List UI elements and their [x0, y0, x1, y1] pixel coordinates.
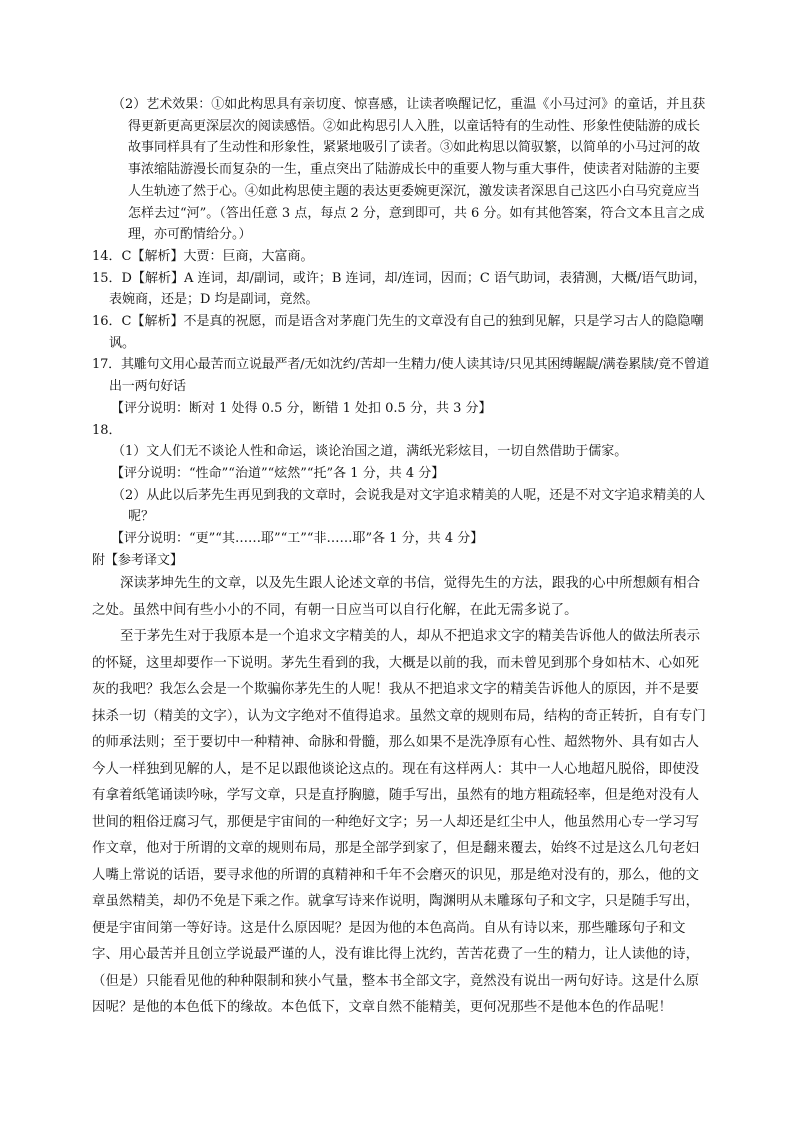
q16-answer: 16．C【解析】不是真的祝愿，而是语含对茅鹿门先生的文章没有自己的独到见解，只是学习古人的隐隐嘲讽。: [92, 314, 704, 351]
q18-item2: （2）从此以后茅先生再见到我的文章时，会说我是对文字追求精美的人呢，还是不对文字追求精美的人呢？: [112, 487, 706, 525]
q14-answer: 14．C【解析】大贾：巨商，大富商。: [92, 248, 314, 264]
q18-score-note-1: 【评分说明：“性命”“治道”“炫然”“托”各 1 分，共 4 分】: [111, 465, 445, 481]
reference-translation: [92, 571, 712, 1022]
q18-number: 18．: [92, 422, 122, 438]
appendix-heading: 附【参考译文】: [92, 552, 184, 568]
translation-paragraph: 深读茅坤先生的文章，以及先生跟人论述文章的书信，觉得先生的方法，跟我的心中所想颇有相合之处。虽然中间有些小小的不同，有朝一日应当可以自行化解，在此无需多说了。: [92, 576, 701, 618]
q18-item1: （1）文人们无不谈论人性和命运，谈论治国之道，满纸光彩炫目，一切自然借助于儒家。: [112, 444, 628, 460]
q15-answer: 15．D【解析】A 连词，却/副词，或许；B 连词，却/连词，因而；C 语气助词，表猜测，大概/语气助词，表婉商，还是；D 均是副词，竟然。: [92, 270, 707, 308]
translation-paragraph: 至于茅先生对于我原本是一个追求文字精美的人，却从不把追求文字的精美告诉他人的做法所表示的怀疑，这里却要作一下说明。茅先生看到的我，大概是以前的我，而未曾见到那个身如枯木、心如死灰的我吧？我怎么会是一个欺骗你茅先生的人呢！我从不把追求文字的精美告诉他人的原因，并不是要抹杀一切（精美的文字），认为文字绝对不值得追求。虽然文章的规则布局，结构的奇正转折，自有专门的师承法则；至于要切中一种精神、命脉和骨髓，那么如果不是洗净原有心性、超然物外、具有如古人今人一样独到见解的人，是不足以跟他谈论这点的。现在有这样两人：其中一人心地超凡脱俗，即使没有拿着纸笔诵读吟咏，学写文章，只是直抒胸臆，随手写出，虽然有的地方粗疏轻率，但是绝对没有人世间的粗俗迂腐习气，那便是宇宙间的一种绝好文字；另一人却还是红尘中人，他虽然用心专一学习写作文章，他对于所谓的文章的规则布局，那是全部学到家了，但是翻来覆去，始终不过是这么几句老妇人嘴上常说的话语，要寻求他的所谓的真精神和千年不会磨灭的识见，那是绝对没有的，那么，他的文章虽然精美，却仍不免是下乘之作。就拿写诗来作说明，陶渊明从未雕琢句子和文字，只是随手写出，便是宇宙间第一等好诗。这是什么原因呢？是因为他的本色高尚。自从有诗以来，那些雕琢句子和文字、用心最苦并且创立学说最严谨的人，没有谁比得上沈约，苦苦花费了一生的精力，让人读他的诗，（但是）只能看见他的种种限制和狭小气量，整本书全部文字，竟然没有说出一两句好诗。这是什么原因呢？是他的本色低下的缘故。本色低下，文章自然不能精美，更何况那些不是他本色的作品呢！: [92, 629, 706, 1016]
q13-item2: （2）艺术效果：①如此构思具有亲切度、惊喜感，让读者唤醒记忆，重温《小马过河》的童话，并且获得更新更高更深层次的阅读感悟。②如此构思引人入胜，以童话特有的生动性、形象性使陆游的成长故事同样具有了生动性和形象性，紧紧地吸引了读者。③如此构思以简驭繁，以简单的小马过河的故事浓缩陆游漫长而复杂的一生，重点突出了陆游成长中的重要人物与重大事件，使读者对陆游的主要人生轨迹了然于心。④如此构思使主题的表达更委婉更深沉，激发读者深思自己这匹小白马究竟应当怎样去过“河”。（答出任意 3 点，每点 2 分，意到即可，共 6 分。如有其他答案，符合文本且言之成理，亦可酌情给分。）: [112, 97, 706, 243]
answer-key-page: [92, 94, 712, 1022]
q18-score-note-2: 【评分说明：“更”“其……耶”“工”“非……耶”各 1 分，共 4 分】: [111, 531, 484, 547]
q17-answer: 17．其雕句文用心最苦而立说最严者/无如沈约/苦却一生精力/使人读其诗/只见其困缚龌龊/满卷累牍/竟不曾道出一两句好话: [92, 357, 710, 395]
q17-score-note: 【评分说明：断对 1 处得 0.5 分，断错 1 处扣 0.5 分，共 3 分】: [111, 400, 492, 416]
